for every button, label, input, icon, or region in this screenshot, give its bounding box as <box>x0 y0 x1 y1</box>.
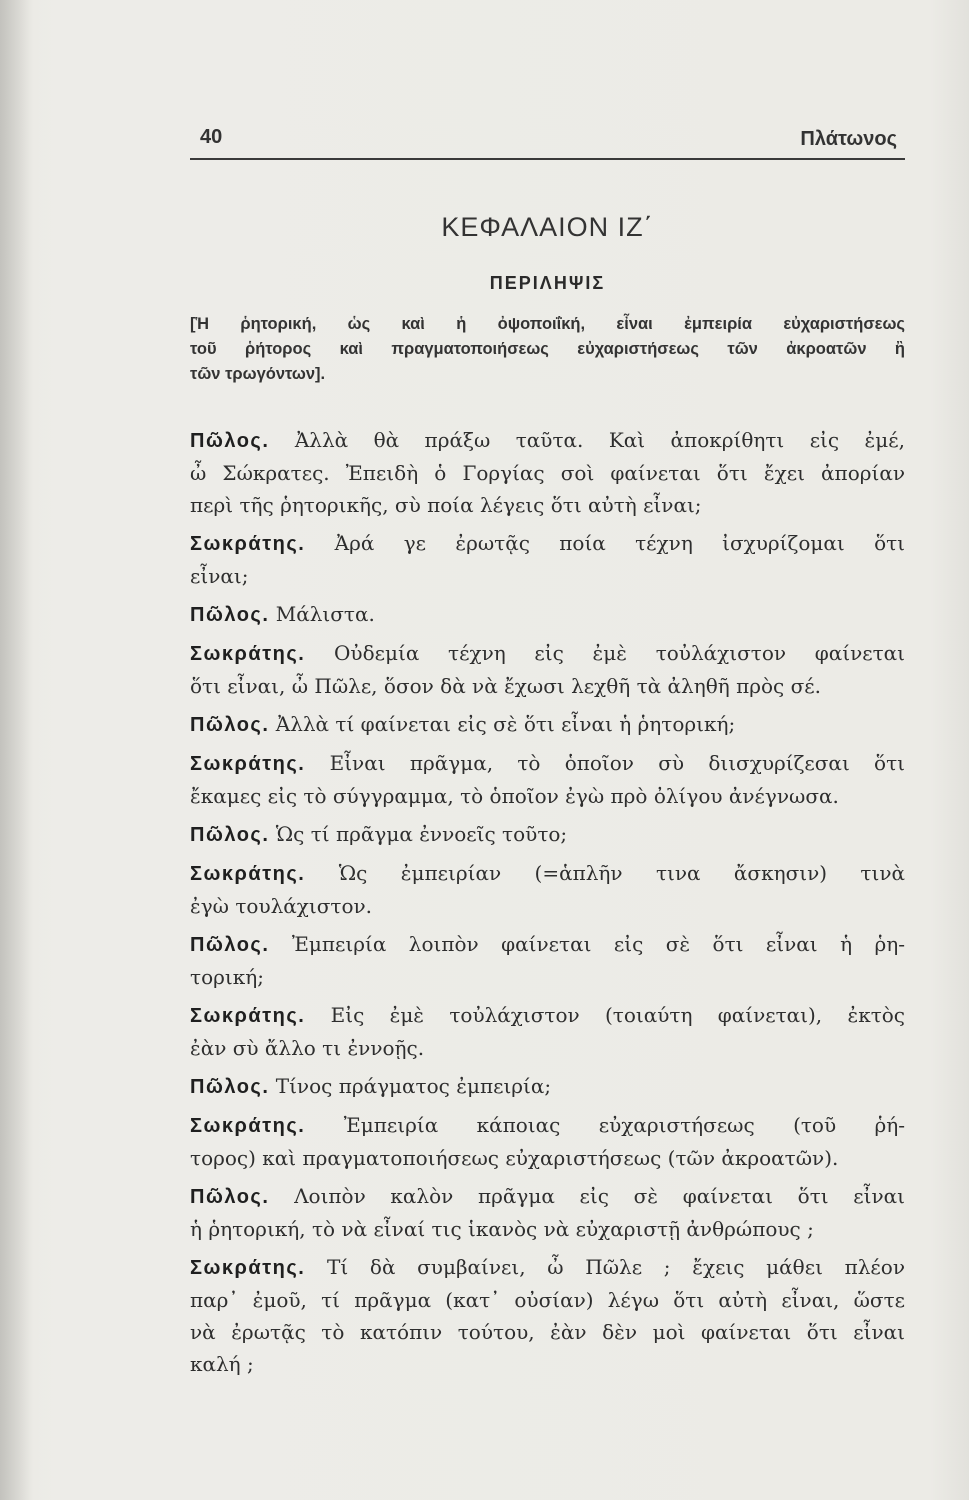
dialogue-line: τορική; <box>190 965 264 989</box>
speaker-name: Πῶλος. <box>190 714 270 736</box>
speaker-name: Πῶλος. <box>190 604 270 626</box>
dialogue-line: Ἐμπειρία λοιπὸν φαίνεται εἰς σὲ ὅτι εἶναι ἡ ῥη- <box>291 932 906 956</box>
speaker-name: Σωκράτης. <box>190 753 306 775</box>
dialogue-line: νὰ ἐρωτᾷς τὸ κατόπιν τούτου, ἐὰν δὲν μοὶ φαίνεται ὅτι εἶναι <box>190 1320 905 1344</box>
dialogue-turn <box>190 1109 905 1174</box>
dialogue-line: Ἐμπειρία κάποιας εὐχαριστήσεως (τοῦ ῥή- <box>343 1113 906 1137</box>
dialogue-turn <box>190 1251 905 1380</box>
dialogue <box>190 424 905 1386</box>
page-number: 40 <box>200 126 223 148</box>
speaker-name: Σωκράτης. <box>190 1257 306 1279</box>
dialogue-line: περὶ τῆς ῥητορικῆς, σὺ ποία λέγεις ὅτι αὐτὴ εἶναι; <box>190 493 702 517</box>
dialogue-line: παρ᾽ ἐμοῦ, τί πρᾶγμα (κατ᾽ οὐσίαν) λέγω ὅτι αὐτὴ εἶναι, ὥστε <box>190 1288 905 1312</box>
dialogue-line: Ἀρά γε ἐρωτᾷς ποία τέχνη ἰσχυρίζομαι ὅτι <box>334 531 906 555</box>
dialogue-line: τορος) καὶ πραγματοποιήσεως εὐχαριστήσεως (τῶν ἀκροατῶν). <box>190 1146 839 1170</box>
dialogue-line: Εἶναι πρᾶγμα, τὸ ὁποῖον σὺ διισχυρίζεσαι ὅτι <box>329 751 906 775</box>
speaker-name: Σωκράτης. <box>190 863 306 885</box>
speaker-name: Πῶλος. <box>190 1186 270 1208</box>
chapter-title: ΚΕΦΑΛΑΙΟΝ ΙΖ΄ <box>441 212 654 242</box>
speaker-name: Πῶλος. <box>190 934 270 956</box>
speaker-name: Πῶλος. <box>190 1076 270 1098</box>
dialogue-line: ὅτι εἶναι, ὦ Πῶλε, ὅσον δὰ νὰ ἔχωσι λεχθῆ τὰ ἀληθῆ πρὸς σέ. <box>190 674 821 698</box>
summary-line: τῶν τρωγόντων]. <box>190 365 326 383</box>
speaker-name: Σωκράτης. <box>190 533 306 555</box>
dialogue-line: ἡ ῥητορική, τὸ νὰ εἶναί τις ἱκανὸς νὰ εὐχαριστῇ ἀνθρώπους ; <box>190 1217 814 1241</box>
dialogue-line: Ἀλλὰ θὰ πράξω ταῦτα. Καὶ ἀποκρίθητι εἰς ἐμέ, <box>294 428 905 452</box>
speaker-name: Σωκράτης. <box>190 1115 306 1137</box>
dialogue-line: Λοιπὸν καλὸν πρᾶγμα εἰς σὲ φαίνεται ὅτι εἶναι <box>294 1184 905 1208</box>
binding-shadow <box>0 0 34 1500</box>
dialogue-turn <box>190 527 905 592</box>
dialogue-turn <box>190 708 905 741</box>
summary-title: ΠΕΡΙΛΗΨΙΣ <box>489 273 606 293</box>
dialogue-turn <box>190 818 905 851</box>
speaker-name: Σωκράτης. <box>190 643 306 665</box>
dialogue-line: Εἰς ἐμὲ τοὐλάχιστον (τοιαύτη φαίνεται), ἐκτὸς <box>330 1003 905 1027</box>
dialogue-turn <box>190 1070 905 1103</box>
speaker-name: Σωκράτης. <box>190 1005 306 1027</box>
dialogue-line: καλή ; <box>190 1352 254 1376</box>
dialogue-line: Τίνος πράγματος ἐμπειρία; <box>275 1074 552 1098</box>
dialogue-line: ἐὰν σὺ ἄλλο τι ἐννοῇς. <box>190 1036 425 1060</box>
dialogue-line: ὦ Σώκρατες. Ἐπειδὴ ὁ Γοργίας σοὶ φαίνεται ὅτι ἔχει ἀπορίαν <box>190 461 905 485</box>
dialogue-turn <box>190 1180 905 1245</box>
dialogue-line: Τί δὰ συμβαίνει, ὦ Πῶλε ; ἔχεις μάθει πλέον <box>327 1255 905 1279</box>
dialogue-turn <box>190 424 905 521</box>
speaker-name: Πῶλος. <box>190 430 270 452</box>
summary-line: τοῦ ῥήτορος καὶ πραγματοποιήσεως εὐχαριστήσεως τῶν ἀκροατῶν ἢ <box>190 340 905 358</box>
dialogue-line: Ὡς ἐμπειρίαν (=ἁπλῆν τινα ἄσκησιν) τινὰ <box>338 861 906 885</box>
page-header <box>190 122 905 160</box>
running-head: Πλάτωνος <box>800 128 897 150</box>
dialogue-line: Ὡς τί πρᾶγμα ἐννοεῖς τοῦτο; <box>275 822 568 846</box>
dialogue-line: Ἀλλὰ τί φαίνεται εἰς σὲ ὅτι εἶναι ἡ ῥητορική; <box>275 712 736 736</box>
dialogue-turn <box>190 857 905 922</box>
dialogue-turn <box>190 747 905 812</box>
dialogue-line: εἶναι; <box>190 564 249 588</box>
speaker-name: Πῶλος. <box>190 824 270 846</box>
summary <box>190 312 905 387</box>
summary-line: [Ἡ ῥητορική, ὡς καὶ ἡ ὀψοποιΐκή, εἶναι ἐμπειρία εὐχαριστήσεως <box>190 315 905 333</box>
dialogue-line: ἔκαμες εἰς τὸ σύγγραμμα, τὸ ὁποῖον ἐγὼ πρὸ ὀλίγου ἀνέγνωσα. <box>190 784 839 808</box>
dialogue-turn <box>190 999 905 1064</box>
dialogue-turn <box>190 928 905 993</box>
dialogue-turn <box>190 598 905 631</box>
dialogue-line: ἐγὼ τουλάχιστον. <box>190 894 373 918</box>
dialogue-turn <box>190 637 905 702</box>
dialogue-line: Μάλιστα. <box>275 602 375 626</box>
dialogue-line: Οὐδεμία τέχνη εἰς ἐμὲ τοὐλάχιστον φαίνεται <box>334 641 905 665</box>
